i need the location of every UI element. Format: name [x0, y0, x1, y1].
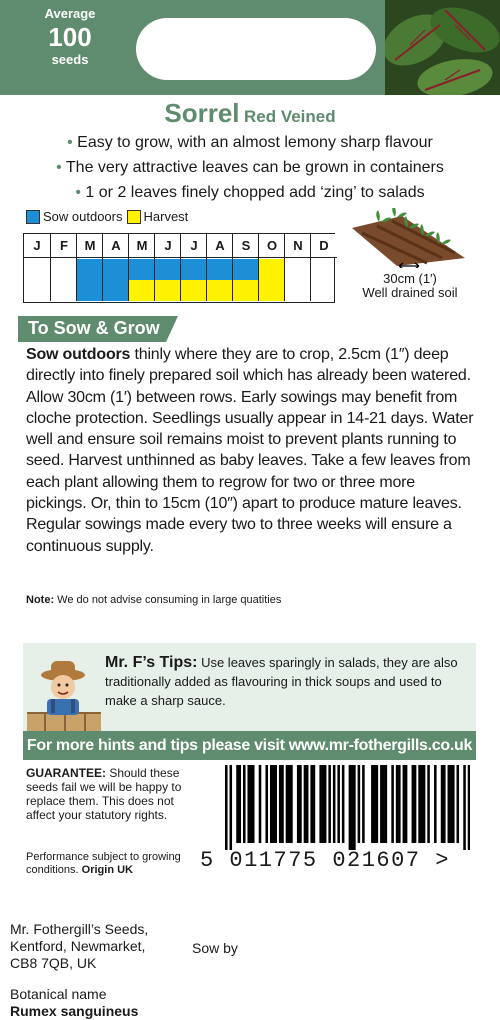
instructions-lead: Sow outdoors [26, 346, 131, 363]
calendar-month-label: A [207, 234, 233, 258]
calendar-month-label: A [103, 234, 129, 258]
calendar-sow-bar [181, 259, 207, 280]
calendar-month-column [258, 234, 284, 301]
calendar-month-label: J [181, 234, 207, 258]
performance-note: Performance subject to growing conditions. Origin UK [26, 851, 181, 876]
tips-title: Mr. F’s Tips: [105, 654, 198, 671]
calendar-harvest-bar [207, 280, 233, 301]
calendar-sow-bar [155, 259, 181, 280]
sow-by-label: Sow by [192, 940, 238, 956]
seed-count-value: 100 [48, 22, 92, 52]
seed-count-badge [20, 6, 120, 68]
calendar-month-column [180, 234, 206, 301]
sow-grow-heading: To Sow & Grow [18, 316, 178, 342]
farmer-mascot-icon [25, 655, 103, 733]
calendar-month-column [24, 234, 50, 301]
row-spacing: 30cm (1′) [383, 271, 437, 286]
legend-harvest: Harvest [127, 209, 189, 224]
barcode [225, 765, 470, 850]
calendar-month-column [154, 234, 180, 301]
seed-count-label-top: Average [44, 6, 96, 21]
calendar-sow-bar [129, 259, 155, 280]
calendar-harvest-bar [129, 280, 155, 301]
calendar-sow-bar [103, 259, 129, 301]
tips-body: Use leaves sparingly in salads, they are also traditionally added as flavouring in thick soups and used to make a sharp sauce. [105, 655, 458, 708]
calendar-month-label: M [129, 234, 155, 258]
guarantee-text: GUARANTEE: Should these seeds fail we will be happy to replace them. This does not affect your statutory rights. [26, 766, 182, 822]
calendar-month-label: M [77, 234, 103, 258]
soil-note: Well drained soil [362, 285, 458, 300]
sowing-calendar [23, 233, 335, 303]
feature-item: • 1 or 2 leaves finely chopped add ‘zing’ to salads [75, 184, 425, 201]
feature-item: • Easy to grow, with an almost lemony sharp flavour [67, 134, 433, 151]
product-title [0, 98, 500, 129]
botanical-label: Botanical name [10, 986, 107, 1002]
barcode-number: 5 011775 021607 > [200, 848, 450, 873]
tips-text [105, 653, 475, 710]
calendar-harvest-bar [155, 280, 181, 301]
calendar-month-column [76, 234, 102, 301]
product-name: Sorrel [164, 98, 240, 128]
calendar-harvest-bar [181, 280, 207, 301]
calendar-month-column [232, 234, 258, 301]
website-banner: For more hints and tips please visit www.mr-fothergills.co.uk [23, 731, 476, 760]
calendar-sow-bar [77, 259, 103, 301]
calendar-month-label: J [155, 234, 181, 258]
botanical-name [10, 986, 138, 1020]
leaf-photo [385, 0, 500, 95]
seed-count-label-bottom: seeds [51, 52, 89, 67]
calendar-month-label: D [311, 234, 337, 258]
calendar-month-column [128, 234, 154, 301]
sowing-instructions [26, 344, 474, 557]
product-variety: Red Veined [243, 107, 336, 126]
calendar-harvest-bar [259, 259, 285, 301]
soil-rows-illustration [347, 208, 467, 268]
calendar-legend [26, 209, 192, 224]
calendar-harvest-bar [233, 280, 259, 301]
feature-item: • The very attractive leaves can be grown in containers [56, 159, 444, 176]
company-address: Mr. Fothergill’s Seeds, Kentford, Newmarket, CB8 7QB, UK [10, 921, 149, 971]
calendar-month-label: J [24, 234, 50, 258]
calendar-month-label: O [259, 234, 285, 258]
botanical-value: Rumex sanguineus [10, 1003, 139, 1019]
calendar-month-column [50, 234, 76, 301]
calendar-month-label: S [233, 234, 259, 258]
calendar-month-column [284, 234, 310, 301]
feature-list [0, 130, 500, 205]
calendar-month-column [206, 234, 232, 301]
harvest-swatch [127, 210, 141, 224]
blank-name-oval [136, 18, 376, 80]
legend-sow: Sow outdoors [26, 209, 123, 224]
calendar-month-column [102, 234, 128, 301]
consumption-note: Note: We do not advise consuming in large quatities [26, 594, 282, 606]
soil-caption [340, 272, 480, 300]
calendar-sow-bar [233, 259, 259, 280]
sow-swatch [26, 210, 40, 224]
instructions-body: thinly where they are to crop, 2.5cm (1″) deep directly into finely prepared soil which has already been watered. Allow 30cm (1′) between rows. Early sowings may benefit from cloche protection. Seedlings usually appear in 14-21 days. Water well and ensure soil remains moist to prevent plants running to seed. Harvest unthinned as baby leaves. Take a few leaves from each plant allowing them to regrow for two or three more pickings. Or, thin to 15cm (10″) apart to produce mature leaves. Regular sowings made every two to three weeks will ensure a continuous supply. [26, 346, 474, 555]
calendar-month-label: F [51, 234, 77, 258]
calendar-month-label: N [285, 234, 311, 258]
calendar-sow-bar [207, 259, 233, 280]
calendar-month-column [310, 234, 336, 301]
